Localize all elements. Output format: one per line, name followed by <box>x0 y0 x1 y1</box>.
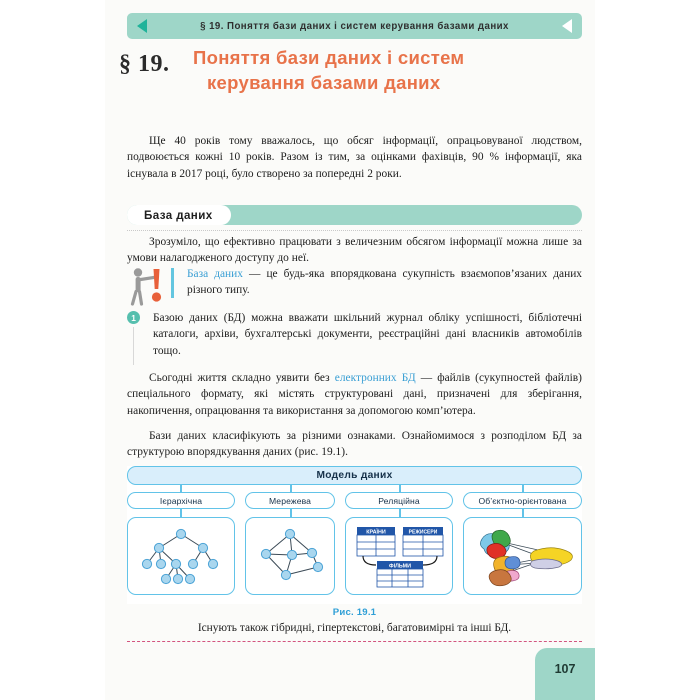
illustration-hierarchical <box>127 517 235 595</box>
definition-rest: — це будь-яка впорядкована сукупність взаємопов’язаних даних різного типу. <box>187 268 582 297</box>
numbered-item-text: Базою даних (БД) можна вважати шкільний журнал обліку успішності, бібліотечні каталоги, архіви, бухгалтерські документи, реєстраційні дані власників автомобілів тощо. <box>153 312 582 357</box>
model-label-hierarchical: Ієрархічна <box>159 495 203 506</box>
page-title <box>193 46 585 96</box>
connector-root-b <box>290 485 292 492</box>
item-vertical-rule <box>133 327 134 365</box>
connector-root-a <box>180 485 182 492</box>
definition-block <box>127 266 582 299</box>
running-head-text: § 19. Поняття бази даних і систем керування базами даних <box>200 20 509 32</box>
connector-a-pic <box>180 509 182 517</box>
triangle-left-icon <box>137 19 147 33</box>
model-box-hierarchical <box>127 492 235 509</box>
connector-c-pic <box>399 509 401 517</box>
connector-root-d <box>522 485 524 492</box>
connector-b-pic <box>290 509 292 517</box>
classification-paragraph: Бази даних класифікують за різними ознаками. Ознайомимося з розподілом БД за структурою впорядкування даних (рис. 19.1). <box>127 430 582 459</box>
figure-19-1 <box>127 466 582 604</box>
page-number: 107 <box>554 662 576 676</box>
connector-d-pic <box>522 509 524 517</box>
figure-caption: Рис. 19.1 <box>332 607 377 618</box>
illustration-relational <box>345 517 453 595</box>
page-number-badge <box>535 648 595 700</box>
definition-accent-bar <box>171 268 174 298</box>
section-number: § 19. <box>119 51 170 77</box>
numbered-item-block <box>127 310 582 359</box>
triangle-right-icon <box>562 19 572 33</box>
section-title <box>115 46 585 96</box>
model-box-relational <box>345 492 453 509</box>
p1-part-a: Сьогодні життя складно уявити без <box>149 372 335 384</box>
connector-root-c <box>399 485 401 492</box>
table-label-directors: РЕЖИСЕРИ <box>408 529 438 536</box>
running-head <box>127 13 582 39</box>
table-label-countries: КРАЇНИ <box>366 529 386 536</box>
model-box-object-oriented <box>463 492 582 509</box>
p1-part-b: — файлів (сукупностей файлів) спеціального формату, які містять структуровані дані, призначені для зберігання, накопичення, опрацювання та використання за допомогою комп’ютера. <box>127 372 582 417</box>
figure-root-label: Модель даних <box>316 470 393 481</box>
p1-accent: електронних БД <box>334 372 416 384</box>
electronic-db-paragraph-block <box>127 370 582 419</box>
textbook-page <box>105 0 595 700</box>
dashed-divider-bottom <box>127 641 582 642</box>
section-title-line1: Поняття бази даних і систем <box>193 47 465 68</box>
figure-footnote: Існують також гібридні, гіпертекстові, багатовимірні та інші БД. <box>197 622 512 634</box>
illustration-network <box>245 517 335 595</box>
intro-paragraph: Ще 40 років тому вважалось, що обсяг інформації, опрацьовуваної людством, подвоюється кожні 10 років. Разом із тим, за оцінками фахівців, 90 % інформації, яка існувала в 2017 році, було створено за попередні 2 роки. <box>127 135 582 180</box>
figure-root-box <box>127 466 582 485</box>
subsection-label: База даних <box>144 208 213 222</box>
item-number-badge: 1 <box>127 311 140 324</box>
lead-paragraph: Зрозуміло, що ефективно працювати з величезним обсягом інформації можна лише за умови налагодженого доступу до неї. <box>127 236 582 265</box>
intro-paragraph-block <box>127 133 582 182</box>
table-label-films: ФІЛЬМИ <box>389 563 411 570</box>
illustration-object-oriented <box>463 517 582 595</box>
electronic-db-paragraph <box>127 370 582 419</box>
dotted-divider-top <box>127 230 582 231</box>
definition-term: База даних <box>187 268 243 280</box>
model-label-relational: Реляційна <box>378 495 420 506</box>
model-label-network: Мережева <box>268 495 312 506</box>
model-label-object-oriented: Об’єктно-орієнтована <box>478 495 567 506</box>
subsection-pill <box>127 205 231 225</box>
definition-text <box>187 266 582 299</box>
lead-paragraph-block <box>127 234 582 267</box>
section-title-line2: керування базами даних <box>207 71 441 93</box>
classification-paragraph-block <box>127 428 582 461</box>
subsection-header-bar <box>127 205 582 225</box>
model-box-network <box>245 492 335 509</box>
